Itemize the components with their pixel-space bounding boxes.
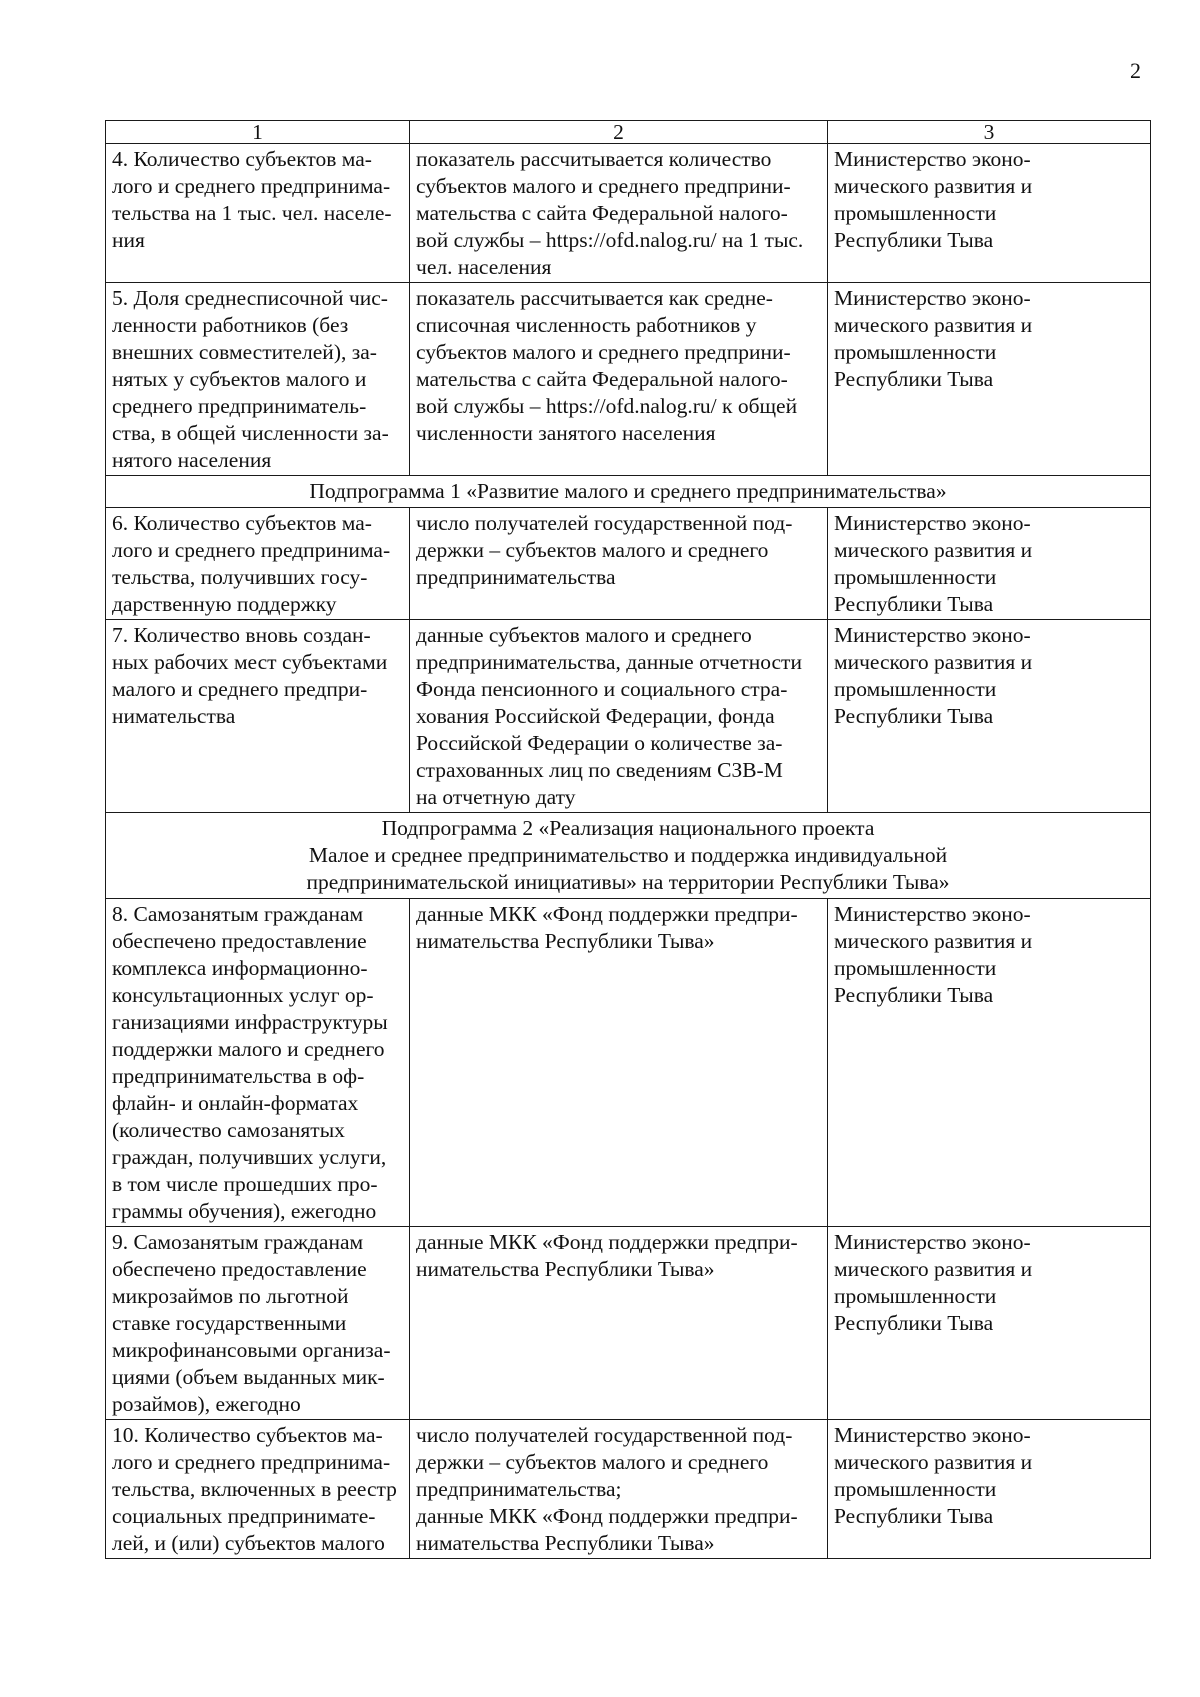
- indicator-cell: 9. Самозанятым гражданам обеспечено предоставление микрозаймов по льготной ставке государственными микрофинансовыми организа- циями (объем выданных мик- розаймов), ежегодно: [106, 1227, 410, 1420]
- responsible-cell: Министерство эконо- мического развития и промышленности Республики Тыва: [828, 508, 1151, 620]
- section-row: [106, 476, 1151, 508]
- column-header: 3: [828, 121, 1151, 144]
- indicators-table: [105, 120, 1151, 1559]
- indicator-cell: 8. Самозанятым гражданам обеспечено предоставление комплекса информационно- консультационных услуг ор- ганизациями инфраструктуры поддержки малого и среднего предпринимательства в оф- флайн- и онлайн-форматах (количество самозанятых граждан, получивших услуги, в том числе прошедших про- граммы обучения), ежегодно: [106, 899, 410, 1227]
- indicator-cell: 10. Количество субъектов ма- лого и среднего предпринима- тельства, включенных в реестр социальных предпринимате- лей, и (или) субъектов малого: [106, 1420, 410, 1559]
- indicator-cell: 4. Количество субъектов ма- лого и среднего предпринима- тельства на 1 тыс. чел. населе- ния: [106, 144, 410, 283]
- indicator-cell: 6. Количество субъектов ма- лого и среднего предпринима- тельства, получивших госу- дарственную поддержку: [106, 508, 410, 620]
- table-row: [106, 620, 1151, 813]
- indicator-cell: 5. Доля среднесписочной чис- ленности работников (без внешних совместителей), за- нятых у субъектов малого и среднего предприниматель- ства, в общей численности за- нятого населения: [106, 283, 410, 476]
- section-title: Подпрограмма 1 «Развитие малого и среднего предпринимательства»: [106, 476, 1151, 508]
- indicator-cell: 7. Количество вновь создан- ных рабочих мест субъектами малого и среднего предпри- нимательства: [106, 620, 410, 813]
- table-row: [106, 1420, 1151, 1559]
- column-header: 1: [106, 121, 410, 144]
- table-row: [106, 508, 1151, 620]
- column-header: 2: [410, 121, 828, 144]
- responsible-cell: Министерство эконо- мического развития и промышленности Республики Тыва: [828, 144, 1151, 283]
- method-cell: число получателей государственной под- держки – субъектов малого и среднего предпринимательства; данные МКК «Фонд поддержки предпри- нимательства Республики Тыва»: [410, 1420, 828, 1559]
- method-cell: показатель рассчитывается как средне- списочная численность работников у субъектов малого и среднего предприни- мательства с сайта Федеральной налого- вой службы – https://ofd.nalog.ru/ к общей численности занятого населения: [410, 283, 828, 476]
- section-row: [106, 813, 1151, 899]
- method-cell: данные субъектов малого и среднего предпринимательства, данные отчетности Фонда пенсионного и социального стра- хования Российской Федерации, фонда Российской Федерации о количестве за- страхованных лиц по сведениям СЗВ-М на отчетную дату: [410, 620, 828, 813]
- responsible-cell: Министерство эконо- мического развития и промышленности Республики Тыва: [828, 1420, 1151, 1559]
- method-cell: показатель рассчитывается количество субъектов малого и среднего предприни- мательства с сайта Федеральной налого- вой службы – https://ofd.nalog.ru/ на 1 тыс. чел. населения: [410, 144, 828, 283]
- section-title: Подпрограмма 2 «Реализация национального проекта Малое и среднее предпринимательство и поддержка индивидуальной предпринимательской инициативы» на территории Республики Тыва»: [106, 813, 1151, 899]
- responsible-cell: Министерство эконо- мического развития и промышленности Республики Тыва: [828, 899, 1151, 1227]
- responsible-cell: Министерство эконо- мического развития и промышленности Республики Тыва: [828, 283, 1151, 476]
- method-cell: число получателей государственной под- держки – субъектов малого и среднего предпринимательства: [410, 508, 828, 620]
- method-cell: данные МКК «Фонд поддержки предпри- нимательства Республики Тыва»: [410, 899, 828, 1227]
- table-row: [106, 1227, 1151, 1420]
- method-cell: данные МКК «Фонд поддержки предпри- нимательства Республики Тыва»: [410, 1227, 828, 1420]
- table-row: [106, 899, 1151, 1227]
- responsible-cell: Министерство эконо- мического развития и промышленности Республики Тыва: [828, 1227, 1151, 1420]
- table-row: [106, 283, 1151, 476]
- page-number: 2: [1130, 58, 1141, 83]
- responsible-cell: Министерство эконо- мического развития и промышленности Республики Тыва: [828, 620, 1151, 813]
- table-row: [106, 144, 1151, 283]
- table-header-row: [106, 121, 1151, 144]
